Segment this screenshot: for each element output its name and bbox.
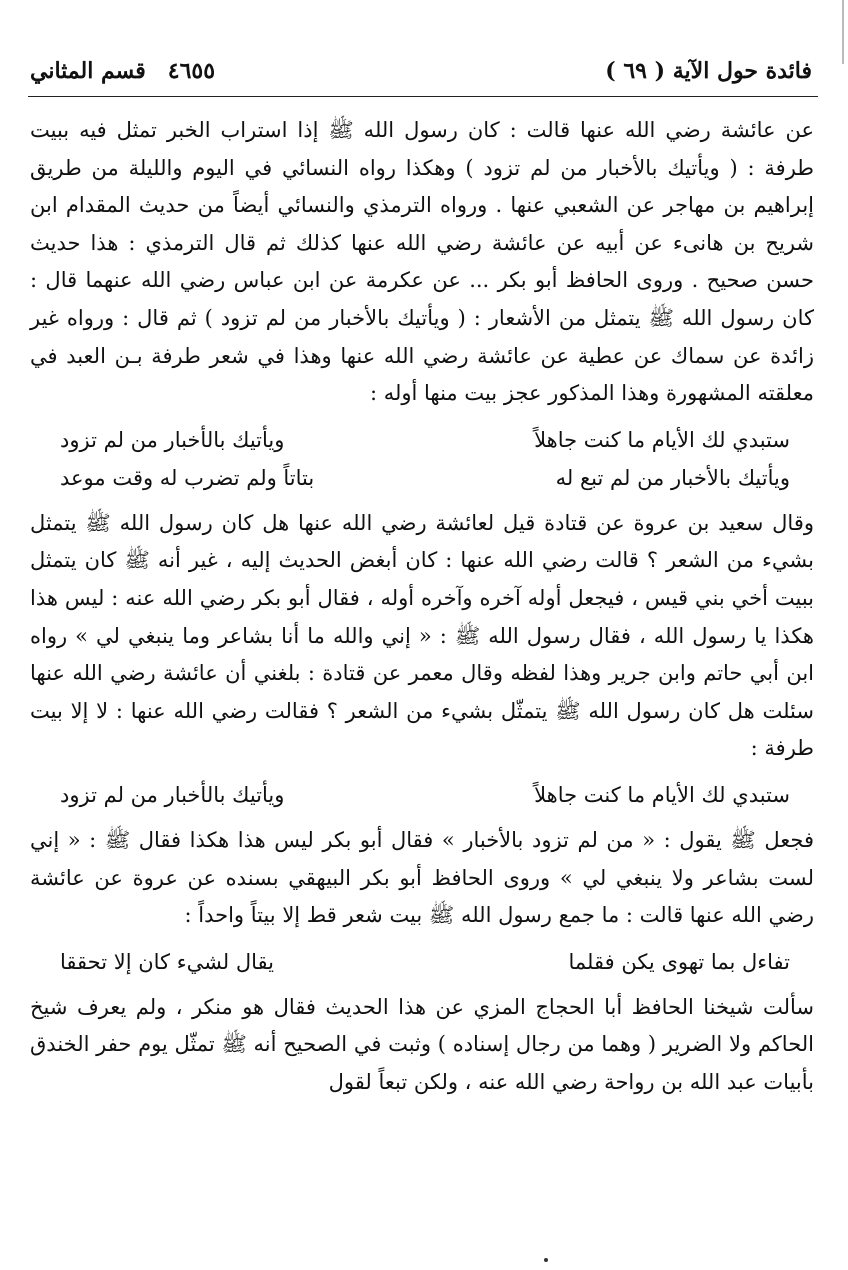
poem-1 <box>30 421 814 497</box>
paragraph-3: فجعل ﷺ يقول : « من لم تزود بالأخبار » فقال أبو بكر ليس هذا هكذا فقال ﷺ : « إني لست بشاعر ولا ينبغي لي » وروى الحافظ أبو بكر البيهقي بسنده عن عروة عن عائشة رضي الله عنها قالت : ما جمع رسول الله ﷺ بيت شعر قط إلا بيتاً واحداً : <box>30 827 814 928</box>
poem-2-verse-1 <box>60 776 790 814</box>
poem-3-verse-1 <box>60 943 790 981</box>
paragraph-1: عن عائشة رضي الله عنها قالت : كان رسول الله ﷺ إذا استراب الخبر تمثل فيه ببيت طرفة : ( ويأتيك بالأخبار من لم تزود ) وهكذا رواه النسائي في اليوم والليلة من طريق إبراهيم بن مهاجر عن الشعبي عنها . ورواه الترمذي والنسائي أيضاً من حديث المقدام ابن شريح بن هانىء عن أبيه عن عائشة رضي الله عنها كذلك ثم قال الترمذي : هذا حديث حسن صحيح . وروى الحافظ أبو بكر ... عن عكرمة عن ابن عباس رضي الله عنهما قال : كان رسول الله ﷺ يتمثل من الأشعار : ( ويأتيك بالأخبار من لم تزود ) ثم قال : ورواه غير زائدة عن سماك عن عطية عن عائشة رضي الله عنها وهذا في شعر طرفة بـن العبد في معلقته المشهورة وهذا المذكور عجز بيت منها أوله : <box>30 118 814 406</box>
second-hemistich: ويأتيك بالأخبار من لم تزود <box>60 782 285 807</box>
section-title: قسم المثاني <box>30 58 146 84</box>
second-hemistich: يقال لشيء كان إلا تحققا <box>60 949 275 974</box>
second-hemistich: بتاتاً ولم تضرب له وقت موعد <box>60 465 315 490</box>
poem-2 <box>30 776 814 814</box>
poem-1-verse-2 <box>60 459 790 497</box>
poem-3 <box>30 943 814 981</box>
page-number: ٤٦٥٥ <box>167 58 216 84</box>
paragraph-4: سألت شيخنا الحافظ أبا الحجاج المزي عن هذا الحديث فقال هو منكر ، ولم يعرف شيخ الحاكم ولا الضرير ( وهما من رجال إسناده ) وثبت في الصحيح أنه ﷺ تمثّل يوم حفر الخندق بأبيات عبد الله بن رواحة رضي الله عنه ، ولكن تبعاً لقول <box>30 994 814 1094</box>
first-hemistich: ويأتيك بالأخبار من لم تبع له <box>555 465 790 490</box>
footer-mark <box>544 1258 548 1262</box>
first-hemistich: تفاءل بما تهوى يكن فقلما <box>568 949 790 974</box>
chapter-title: فائدة حول الآية ( ٦٩ ) <box>605 58 812 84</box>
running-header <box>30 58 812 98</box>
header-left-group <box>30 58 215 84</box>
poem-1-verse-1 <box>60 421 790 459</box>
page-edge-shadow <box>842 0 844 64</box>
second-hemistich: ويأتيك بالأخبار من لم تزود <box>60 427 285 452</box>
first-hemistich: ستبدي لك الأيام ما كنت جاهلاً <box>534 427 790 452</box>
paragraph-2: وقال سعيد بن عروة عن قتادة قيل لعائشة رضي الله عنها هل كان رسول الله ﷺ يتمثل بشيء من الشعر ؟ قالت رضي الله عنها : كان أبغض الحديث إليه ، غير أنه ﷺ كان يتمثل ببيت أخي بني قيس ، فيجعل أوله آخره وآخره أوله ، فقال أبو بكر رضي الله عنه : ليس هذا هكذا يا رسول الله ، فقال رسول الله ﷺ : « إني والله ما أنا بشاعر وما ينبغي لي » رواه ابن أبي حاتم وابن جرير وهذا لفظه وقال معمر عن قتادة : بلغني أن عائشة رضي الله عنها سئلت هل كان رسول الله ﷺ يتمثّل بشيء من الشعر ؟ فقالت رضي الله عنها : لا إلا بيت طرفة : <box>30 510 815 761</box>
first-hemistich: ستبدي لك الأيام ما كنت جاهلاً <box>534 782 790 807</box>
page-body <box>30 112 814 1101</box>
header-rule <box>28 96 818 97</box>
